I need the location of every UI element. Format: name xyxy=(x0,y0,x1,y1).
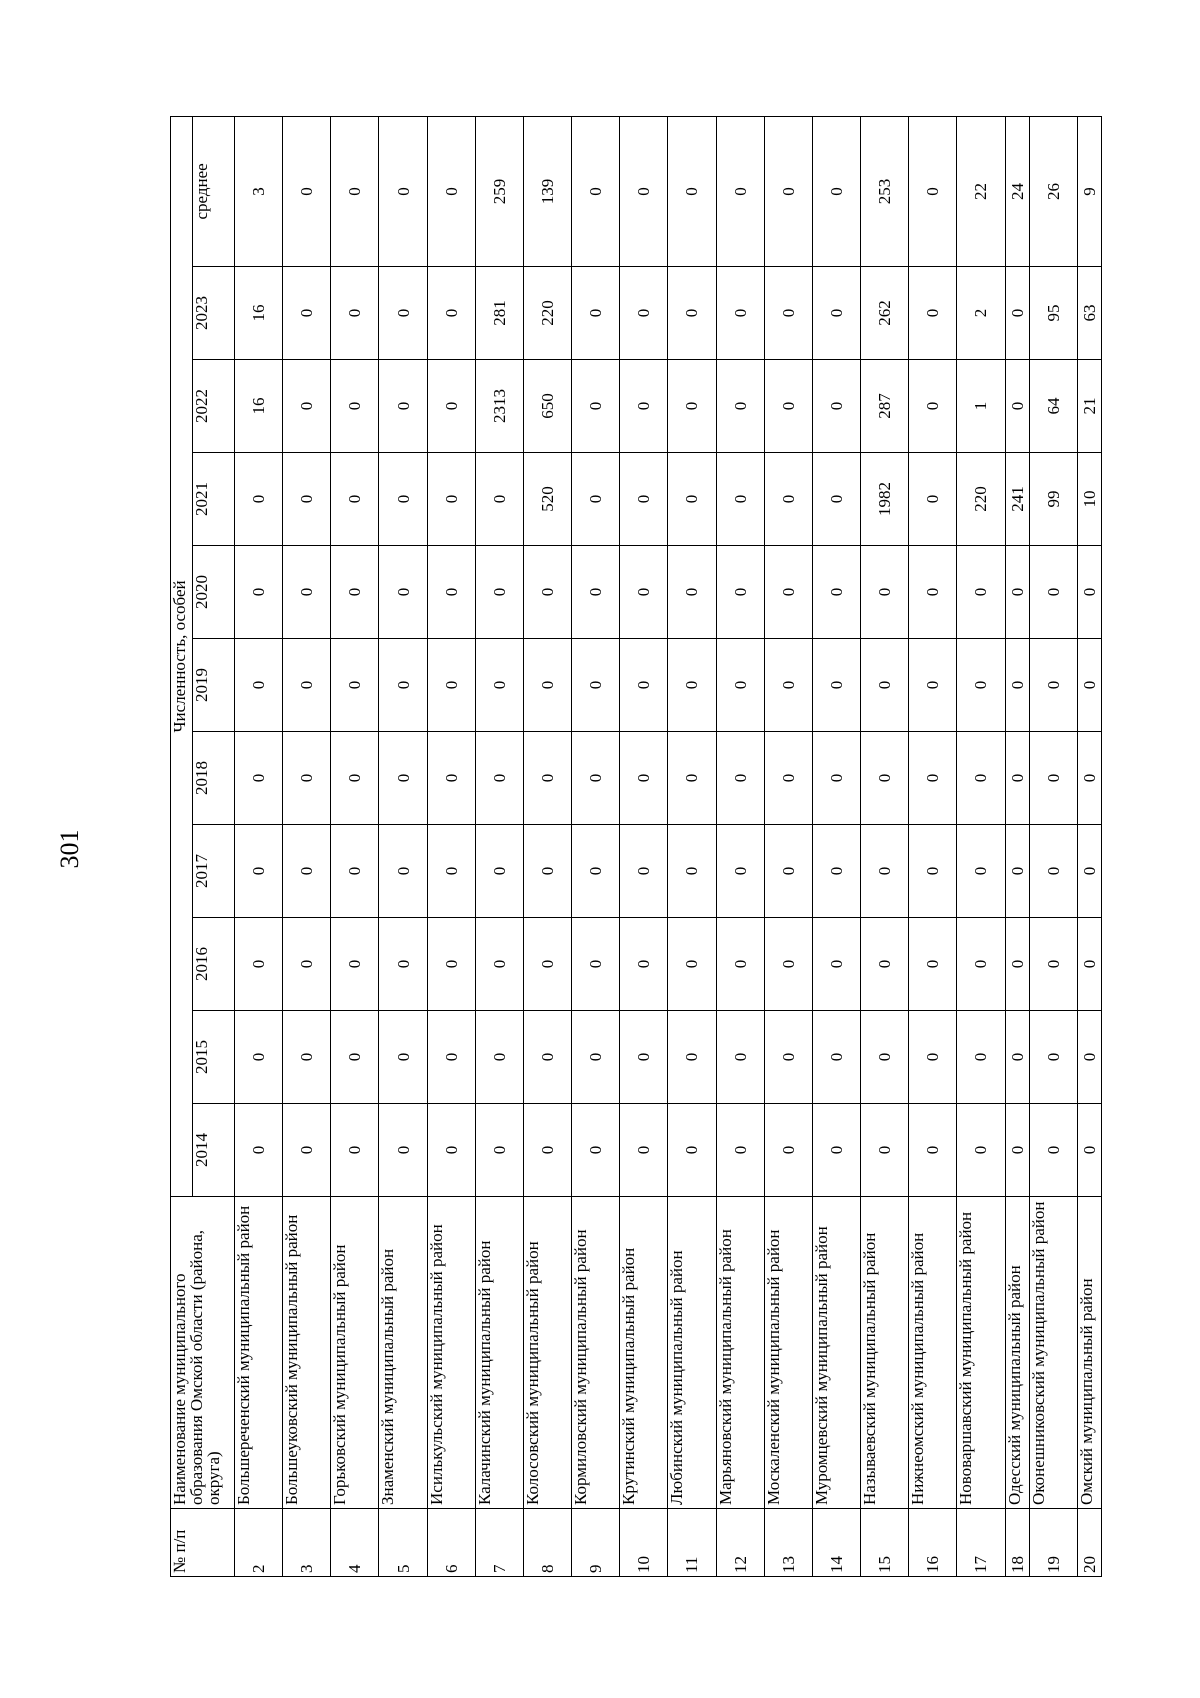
row-district-name: Исилькульский муниципальный район xyxy=(427,1197,475,1509)
cell-average: 0 xyxy=(620,116,668,266)
cell-count: 0 xyxy=(1077,546,1101,639)
cell-count: 0 xyxy=(523,918,571,1011)
cell-count: 0 xyxy=(812,453,860,546)
cell-count: 0 xyxy=(957,1104,1005,1197)
cell-count: 0 xyxy=(620,546,668,639)
cell-count: 0 xyxy=(909,825,957,918)
page-number: 301 xyxy=(55,829,84,869)
cell-count: 0 xyxy=(1029,1011,1077,1104)
cell-count: 0 xyxy=(909,453,957,546)
cell-count: 0 xyxy=(283,639,331,732)
cell-count: 99 xyxy=(1029,453,1077,546)
row-number: 16 xyxy=(909,1509,957,1577)
cell-count: 0 xyxy=(235,825,283,918)
header-average: среднее xyxy=(193,116,235,266)
table-row xyxy=(331,116,379,1576)
cell-count: 0 xyxy=(861,546,909,639)
row-district-name: Любинский муниципальный район xyxy=(668,1197,716,1509)
cell-count: 0 xyxy=(475,639,523,732)
cell-count: 0 xyxy=(668,918,716,1011)
cell-average: 0 xyxy=(427,116,475,266)
header-group: Численность, особей xyxy=(171,116,193,1196)
header-year: 2020 xyxy=(193,546,235,639)
cell-count: 0 xyxy=(620,825,668,918)
row-district-name: Большереченский муниципальный район xyxy=(235,1197,283,1509)
cell-count: 0 xyxy=(523,546,571,639)
cell-average: 9 xyxy=(1077,116,1101,266)
row-number: 10 xyxy=(620,1509,668,1577)
table-row xyxy=(572,116,620,1576)
population-table xyxy=(170,116,1102,1577)
cell-count: 0 xyxy=(1029,732,1077,825)
cell-count: 0 xyxy=(812,360,860,453)
cell-count: 16 xyxy=(235,360,283,453)
cell-count: 0 xyxy=(620,360,668,453)
row-district-name: Марьяновский муниципальный район xyxy=(716,1197,764,1509)
table-row xyxy=(379,116,427,1576)
cell-count: 0 xyxy=(283,360,331,453)
row-number: 20 xyxy=(1077,1509,1101,1577)
cell-count: 0 xyxy=(764,453,812,546)
cell-count: 0 xyxy=(668,546,716,639)
cell-count: 0 xyxy=(668,825,716,918)
cell-count: 0 xyxy=(235,546,283,639)
header-year: 2022 xyxy=(193,360,235,453)
cell-count: 0 xyxy=(1029,825,1077,918)
cell-count: 0 xyxy=(235,1104,283,1197)
cell-count: 0 xyxy=(523,639,571,732)
cell-count: 0 xyxy=(331,732,379,825)
cell-count: 0 xyxy=(572,360,620,453)
cell-count: 0 xyxy=(427,360,475,453)
cell-count: 0 xyxy=(572,825,620,918)
cell-count: 0 xyxy=(379,453,427,546)
table-row xyxy=(1077,116,1101,1576)
cell-count: 0 xyxy=(475,1104,523,1197)
cell-count: 0 xyxy=(379,546,427,639)
row-number: 17 xyxy=(957,1509,1005,1577)
cell-count: 0 xyxy=(812,918,860,1011)
cell-count: 0 xyxy=(1029,1104,1077,1197)
cell-count: 220 xyxy=(523,267,571,360)
row-district-name: Калачинский муниципальный район xyxy=(475,1197,523,1509)
row-district-name: Одесский муниципальный район xyxy=(1005,1197,1029,1509)
cell-count: 262 xyxy=(861,267,909,360)
cell-count: 0 xyxy=(331,453,379,546)
cell-average: 259 xyxy=(475,116,523,266)
cell-count: 0 xyxy=(1077,639,1101,732)
cell-count: 0 xyxy=(331,1104,379,1197)
row-number: 3 xyxy=(283,1509,331,1577)
table-row xyxy=(1005,116,1029,1576)
cell-count: 0 xyxy=(1077,1104,1101,1197)
cell-count: 0 xyxy=(1077,1011,1101,1104)
cell-count: 2 xyxy=(957,267,1005,360)
cell-count: 0 xyxy=(909,546,957,639)
cell-count: 0 xyxy=(764,1104,812,1197)
cell-count: 0 xyxy=(331,1011,379,1104)
cell-average: 0 xyxy=(331,116,379,266)
cell-average: 24 xyxy=(1005,116,1029,266)
cell-count: 0 xyxy=(235,1011,283,1104)
cell-count: 0 xyxy=(572,732,620,825)
cell-count: 0 xyxy=(716,732,764,825)
row-number: 6 xyxy=(427,1509,475,1577)
cell-average: 0 xyxy=(716,116,764,266)
cell-count: 2313 xyxy=(475,360,523,453)
header-year: 2014 xyxy=(193,1104,235,1197)
cell-count: 0 xyxy=(283,546,331,639)
cell-count: 0 xyxy=(235,639,283,732)
cell-count: 0 xyxy=(572,1011,620,1104)
cell-count: 0 xyxy=(379,825,427,918)
cell-count: 0 xyxy=(427,267,475,360)
cell-count: 0 xyxy=(572,546,620,639)
cell-count: 0 xyxy=(812,825,860,918)
cell-count: 0 xyxy=(668,453,716,546)
row-number: 12 xyxy=(716,1509,764,1577)
cell-count: 0 xyxy=(475,825,523,918)
cell-count: 0 xyxy=(379,360,427,453)
cell-count: 0 xyxy=(764,825,812,918)
header-year: 2021 xyxy=(193,453,235,546)
cell-count: 0 xyxy=(1005,1104,1029,1197)
cell-count: 64 xyxy=(1029,360,1077,453)
row-number: 4 xyxy=(331,1509,379,1577)
cell-count: 220 xyxy=(957,453,1005,546)
cell-count: 0 xyxy=(331,639,379,732)
row-district-name: Оконешниковский муниципальный район xyxy=(1029,1197,1077,1509)
cell-count: 16 xyxy=(235,267,283,360)
table-row xyxy=(957,116,1005,1576)
cell-count: 0 xyxy=(957,918,1005,1011)
row-number: 5 xyxy=(379,1509,427,1577)
cell-count: 281 xyxy=(475,267,523,360)
cell-count: 0 xyxy=(427,1011,475,1104)
row-number: 13 xyxy=(764,1509,812,1577)
cell-count: 0 xyxy=(716,360,764,453)
cell-count: 0 xyxy=(427,453,475,546)
cell-count: 0 xyxy=(475,732,523,825)
cell-count: 0 xyxy=(668,1011,716,1104)
cell-count: 0 xyxy=(475,453,523,546)
row-district-name: Большеуковский муниципальный район xyxy=(283,1197,331,1509)
cell-count: 0 xyxy=(668,639,716,732)
cell-count: 0 xyxy=(1005,267,1029,360)
cell-count: 0 xyxy=(283,918,331,1011)
cell-count: 0 xyxy=(620,267,668,360)
cell-count: 0 xyxy=(861,639,909,732)
cell-count: 520 xyxy=(523,453,571,546)
data-table-sheet xyxy=(170,117,1102,1577)
table-row xyxy=(283,116,331,1576)
cell-count: 0 xyxy=(957,732,1005,825)
table-row xyxy=(764,116,812,1576)
cell-count: 0 xyxy=(1005,732,1029,825)
cell-average: 0 xyxy=(764,116,812,266)
table-row xyxy=(909,116,957,1576)
cell-count: 0 xyxy=(427,546,475,639)
cell-count: 0 xyxy=(764,732,812,825)
cell-count: 241 xyxy=(1005,453,1029,546)
header-row-group xyxy=(171,116,193,1576)
table-row xyxy=(523,116,571,1576)
row-district-name: Знаменский муниципальный район xyxy=(379,1197,427,1509)
cell-count: 0 xyxy=(909,360,957,453)
row-district-name: Называевский муниципальный район xyxy=(861,1197,909,1509)
cell-count: 0 xyxy=(523,732,571,825)
cell-count: 95 xyxy=(1029,267,1077,360)
cell-count: 287 xyxy=(861,360,909,453)
cell-count: 0 xyxy=(764,267,812,360)
cell-count: 0 xyxy=(861,1011,909,1104)
cell-count: 0 xyxy=(716,267,764,360)
cell-count: 0 xyxy=(572,267,620,360)
cell-count: 0 xyxy=(861,1104,909,1197)
cell-count: 0 xyxy=(909,1104,957,1197)
cell-count: 0 xyxy=(331,360,379,453)
cell-count: 0 xyxy=(283,267,331,360)
cell-count: 0 xyxy=(716,1011,764,1104)
cell-average: 3 xyxy=(235,116,283,266)
cell-count: 0 xyxy=(235,732,283,825)
cell-count: 0 xyxy=(812,1104,860,1197)
cell-count: 0 xyxy=(812,267,860,360)
cell-count: 0 xyxy=(283,732,331,825)
cell-average: 22 xyxy=(957,116,1005,266)
cell-count: 0 xyxy=(523,825,571,918)
header-year: 2017 xyxy=(193,825,235,918)
cell-count: 0 xyxy=(379,732,427,825)
row-district-name: Крутинский муниципальный район xyxy=(620,1197,668,1509)
cell-count: 0 xyxy=(957,1011,1005,1104)
row-number: 8 xyxy=(523,1509,571,1577)
row-number: 11 xyxy=(668,1509,716,1577)
row-district-name: Горьковский муниципальный район xyxy=(331,1197,379,1509)
cell-count: 0 xyxy=(620,918,668,1011)
cell-count: 0 xyxy=(620,453,668,546)
row-number: 9 xyxy=(572,1509,620,1577)
cell-count: 63 xyxy=(1077,267,1101,360)
cell-average: 0 xyxy=(909,116,957,266)
cell-count: 650 xyxy=(523,360,571,453)
cell-count: 0 xyxy=(475,918,523,1011)
cell-average: 0 xyxy=(572,116,620,266)
cell-count: 0 xyxy=(427,732,475,825)
cell-average: 0 xyxy=(283,116,331,266)
cell-average: 0 xyxy=(812,116,860,266)
row-number: 7 xyxy=(475,1509,523,1577)
cell-count: 0 xyxy=(572,453,620,546)
header-year: 2023 xyxy=(193,267,235,360)
row-number: 15 xyxy=(861,1509,909,1577)
cell-count: 0 xyxy=(764,546,812,639)
cell-average: 139 xyxy=(523,116,571,266)
table-body xyxy=(235,116,1102,1576)
cell-count: 0 xyxy=(572,918,620,1011)
cell-count: 0 xyxy=(379,1011,427,1104)
cell-count: 0 xyxy=(523,1104,571,1197)
cell-count: 1 xyxy=(957,360,1005,453)
cell-count: 0 xyxy=(1077,918,1101,1011)
cell-count: 0 xyxy=(1029,546,1077,639)
cell-count: 0 xyxy=(668,1104,716,1197)
header-name: Наименование муниципального образования Омской области (района, округа) xyxy=(171,1197,235,1509)
table-row xyxy=(812,116,860,1576)
cell-count: 0 xyxy=(716,918,764,1011)
table-row xyxy=(1029,116,1077,1576)
cell-count: 0 xyxy=(331,825,379,918)
cell-count: 0 xyxy=(1005,1011,1029,1104)
cell-count: 0 xyxy=(331,546,379,639)
cell-average: 26 xyxy=(1029,116,1077,266)
cell-count: 0 xyxy=(716,639,764,732)
cell-count: 0 xyxy=(427,639,475,732)
cell-count: 0 xyxy=(572,1104,620,1197)
row-district-name: Муромцевский муниципальный район xyxy=(812,1197,860,1509)
cell-count: 0 xyxy=(1005,918,1029,1011)
cell-count: 0 xyxy=(283,1011,331,1104)
table-row xyxy=(427,116,475,1576)
cell-count: 0 xyxy=(716,453,764,546)
row-district-name: Омский муниципальный район xyxy=(1077,1197,1101,1509)
header-year: 2015 xyxy=(193,1011,235,1104)
cell-count: 0 xyxy=(283,1104,331,1197)
cell-count: 0 xyxy=(716,1104,764,1197)
cell-count: 0 xyxy=(668,732,716,825)
cell-count: 0 xyxy=(1005,546,1029,639)
header-num: № п/п xyxy=(171,1509,235,1577)
cell-count: 0 xyxy=(379,267,427,360)
cell-count: 1982 xyxy=(861,453,909,546)
cell-count: 0 xyxy=(620,639,668,732)
cell-count: 0 xyxy=(764,360,812,453)
cell-count: 0 xyxy=(909,1011,957,1104)
cell-count: 0 xyxy=(475,546,523,639)
row-number: 19 xyxy=(1029,1509,1077,1577)
cell-count: 0 xyxy=(620,732,668,825)
header-year: 2019 xyxy=(193,639,235,732)
cell-count: 0 xyxy=(1029,639,1077,732)
cell-count: 0 xyxy=(861,825,909,918)
cell-average: 0 xyxy=(379,116,427,266)
row-district-name: Кормиловский муниципальный район xyxy=(572,1197,620,1509)
header-year: 2016 xyxy=(193,918,235,1011)
cell-count: 0 xyxy=(572,639,620,732)
cell-count: 0 xyxy=(427,1104,475,1197)
cell-count: 0 xyxy=(331,267,379,360)
cell-count: 0 xyxy=(716,546,764,639)
cell-count: 0 xyxy=(1077,825,1101,918)
cell-count: 0 xyxy=(812,546,860,639)
cell-count: 0 xyxy=(1005,825,1029,918)
cell-count: 0 xyxy=(861,732,909,825)
cell-count: 0 xyxy=(1029,918,1077,1011)
cell-count: 0 xyxy=(427,825,475,918)
cell-count: 0 xyxy=(957,639,1005,732)
cell-count: 0 xyxy=(668,267,716,360)
cell-count: 0 xyxy=(909,918,957,1011)
cell-count: 0 xyxy=(764,639,812,732)
cell-count: 0 xyxy=(764,918,812,1011)
cell-count: 0 xyxy=(909,639,957,732)
cell-count: 0 xyxy=(909,267,957,360)
cell-count: 0 xyxy=(235,918,283,1011)
table-row xyxy=(475,116,523,1576)
row-number: 14 xyxy=(812,1509,860,1577)
table-row xyxy=(716,116,764,1576)
cell-average: 253 xyxy=(861,116,909,266)
row-number: 18 xyxy=(1005,1509,1029,1577)
cell-count: 0 xyxy=(523,1011,571,1104)
row-district-name: Москаленский муниципальный район xyxy=(764,1197,812,1509)
cell-average: 0 xyxy=(668,116,716,266)
cell-count: 0 xyxy=(909,732,957,825)
cell-count: 0 xyxy=(716,825,764,918)
cell-count: 0 xyxy=(957,825,1005,918)
row-district-name: Колосовский муниципальный район xyxy=(523,1197,571,1509)
cell-count: 0 xyxy=(379,639,427,732)
cell-count: 0 xyxy=(1005,360,1029,453)
cell-count: 0 xyxy=(1005,639,1029,732)
table-row xyxy=(668,116,716,1576)
row-district-name: Нижнеомский муниципальный район xyxy=(909,1197,957,1509)
cell-count: 0 xyxy=(620,1104,668,1197)
cell-count: 0 xyxy=(379,918,427,1011)
cell-count: 10 xyxy=(1077,453,1101,546)
row-number: 2 xyxy=(235,1509,283,1577)
cell-count: 0 xyxy=(957,546,1005,639)
cell-count: 0 xyxy=(235,453,283,546)
cell-count: 21 xyxy=(1077,360,1101,453)
table-row xyxy=(861,116,909,1576)
cell-count: 0 xyxy=(427,918,475,1011)
cell-count: 0 xyxy=(812,732,860,825)
cell-count: 0 xyxy=(668,360,716,453)
table-row xyxy=(620,116,668,1576)
cell-count: 0 xyxy=(1077,732,1101,825)
cell-count: 0 xyxy=(812,1011,860,1104)
cell-count: 0 xyxy=(861,918,909,1011)
cell-count: 0 xyxy=(764,1011,812,1104)
header-year: 2018 xyxy=(193,732,235,825)
cell-count: 0 xyxy=(475,1011,523,1104)
cell-count: 0 xyxy=(379,1104,427,1197)
table-row xyxy=(235,116,283,1576)
cell-count: 0 xyxy=(331,918,379,1011)
cell-count: 0 xyxy=(283,825,331,918)
cell-count: 0 xyxy=(283,453,331,546)
cell-count: 0 xyxy=(620,1011,668,1104)
cell-count: 0 xyxy=(812,639,860,732)
row-district-name: Нововаршавский муниципальный район xyxy=(957,1197,1005,1509)
